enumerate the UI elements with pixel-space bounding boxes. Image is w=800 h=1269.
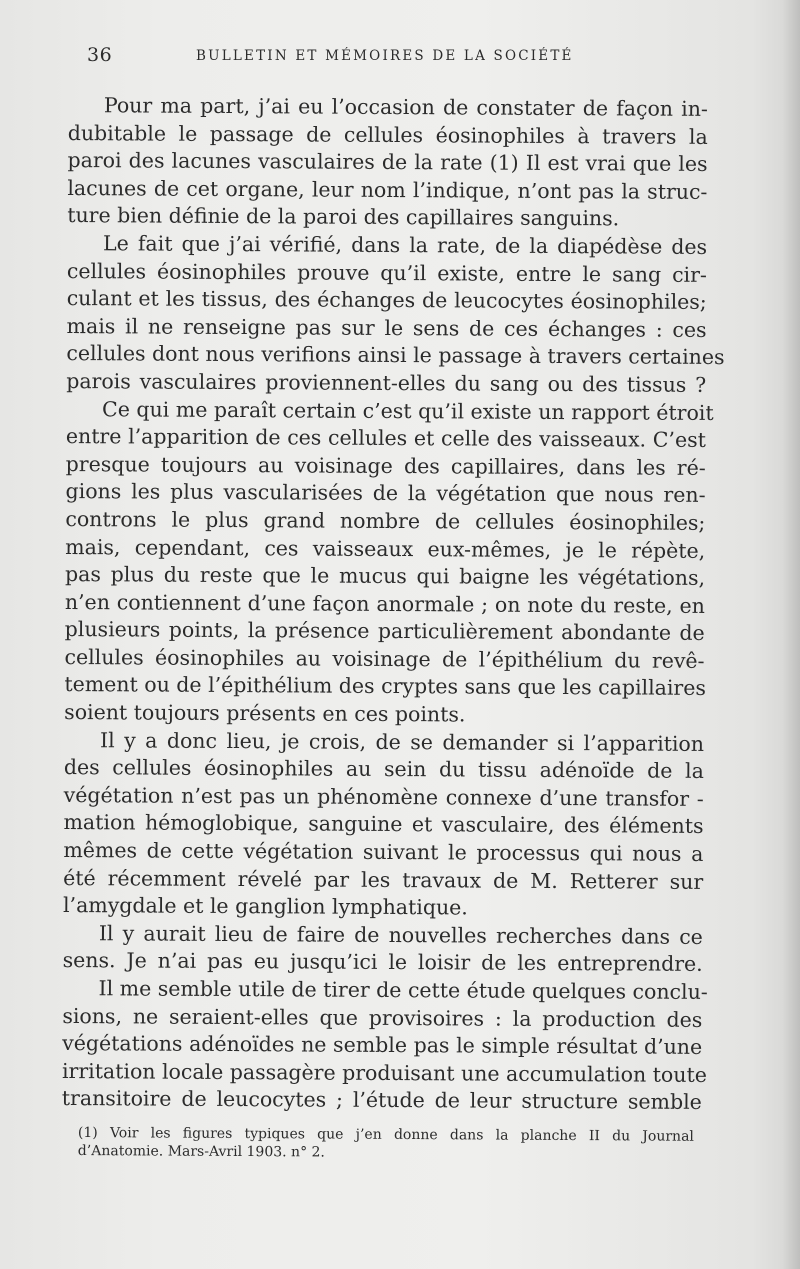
running-title: BULLETIN ET MÉMOIRES DE LA SOCIÉTÉ — [196, 48, 574, 64]
text-line: tement ou de l’épithélium des cryptes sans que les capillaires — [64, 672, 706, 701]
text-line: culant et les tissus, des échanges de leucocytes éosinophiles; — [66, 286, 707, 315]
page-edge-shadow — [782, 0, 800, 1269]
text-line: n’en contiennent d’une façon anormale ; on note du reste, en — [64, 589, 705, 618]
text-line: cellules éosinophiles au voisinage de l’épithélium du revê- — [64, 644, 705, 673]
text-line: cellules dont nous verifions ainsi le passage à travers certaines — [66, 341, 725, 370]
text-line: pas plus du reste que le mucus qui baigne les végétations, — [64, 562, 706, 590]
text-line: mêmes de cette végétation suivant le processus qui nous a — [63, 838, 704, 866]
text-line: plusieurs points, la présence particulièrement abondante de — [64, 617, 705, 646]
text-line: Le fait que j’ai vérifié, dans la rate, de la diapédèse des — [103, 231, 708, 259]
text-line: entre l’apparition de ces cellules et celle des vaisseaux. C’est — [65, 424, 706, 453]
text-line: controns le plus grand nombre de cellules éosinophiles; — [65, 506, 706, 535]
text-line: mation hémoglobique, sanguine et vasculaire, des éléments — [63, 810, 704, 839]
page-header — [0, 44, 800, 74]
text-line: parois vasculaires proviennent-elles du sang ou des tissus ? — [66, 368, 707, 397]
text-line: irritation locale passagère produisant une accumulation toute — [61, 1058, 707, 1087]
text-line: lacunes de cet organe, leur nom l’indique, n’ont pas la struc- — [67, 175, 708, 204]
text-line: Ce qui me paraît certain c’est qu’il existe un rapport étroit — [101, 396, 714, 425]
text-line: mais, cependant, ces vaisseaux eux-mêmes, je le répète, — [65, 534, 706, 563]
text-line: paroi des lacunes vasculaires de la rate (1) Il est vrai que les — [67, 148, 708, 177]
footnote — [78, 1124, 694, 1164]
text-line: Il me semble utile de tirer de cette étude quelques conclu- — [98, 976, 708, 1004]
text-line: sions, ne seraient-elles que provisoires : la production des — [62, 1003, 703, 1032]
text-line: Pour ma part, j’ai eu l’occasion de constater de façon in- — [103, 93, 708, 121]
body-text — [61, 92, 725, 1117]
text-line: Il y a donc lieu, je crois, de se demander si l’apparition — [99, 727, 705, 756]
footnote-line: d’Anatomie. Mars-Avril 1903. n° 2. — [77, 1142, 325, 1161]
text-line: soient toujours présents en ces points. — [64, 700, 466, 727]
text-line: presque toujours au voisinage des capillaires, dans les ré- — [65, 451, 706, 480]
text-line: Il y aurait lieu de faire de nouvelles recherches dans ce — [98, 921, 703, 949]
text-line: cellules éosinophiles prouve qu’il existe, entre le sang cir- — [66, 258, 707, 287]
text-line: sens. Je n’ai pas eu jusqu’ici le loisir de les entreprendre. — [62, 948, 703, 977]
text-line: des cellules éosinophiles au sein du tissu adénoïde de la — [63, 755, 704, 784]
page-number: 36 — [87, 44, 113, 66]
text-line: dubitable le passage de cellules éosinophiles à travers la — [67, 120, 708, 149]
text-line: été récemment révelé par les travaux de M. Retterer sur — [63, 865, 704, 894]
text-line: mais il ne renseigne pas sur le sens de ces échanges : ces — [66, 313, 707, 342]
text-line: transitoire de leucocytes ; l’étude de leur structure semble — [61, 1086, 702, 1115]
text-line: ture bien définie de la paroi des capillaires sanguins. — [67, 203, 620, 231]
text-line: gions les plus vascularisées de la végétation que nous ren- — [65, 479, 706, 508]
text-line: végétation n’est pas un phénomène connexe d’une transfor - — [63, 782, 704, 811]
footnote-line: (1) Voir les figures typiques que j’en donne dans la planche II du Journal — [77, 1125, 694, 1145]
text-line: végétations adénoïdes ne semble pas le simple résultat d’une — [62, 1031, 703, 1060]
text-line: l’amygdale et le ganglion lymphatique. — [62, 893, 468, 920]
